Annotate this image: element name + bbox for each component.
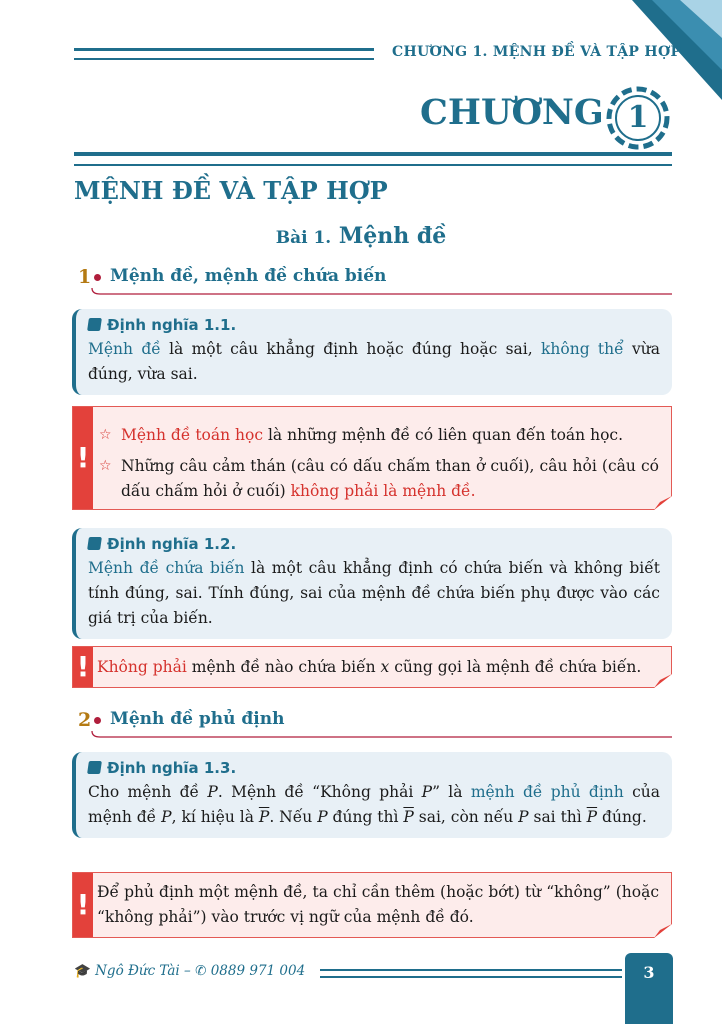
- note-item: [99, 454, 659, 504]
- definition-heading-text: Định nghĩa 1.1.: [107, 316, 237, 334]
- text: . Nếu: [269, 808, 318, 826]
- section-bullet: [94, 717, 101, 724]
- text: Cho mệnh đề: [88, 783, 208, 801]
- text: vừa đúng, vừa sai.: [88, 340, 660, 383]
- text: , kí hiệu là: [171, 808, 259, 826]
- text: Những câu cảm thán (câu có dấu chấm than ở cuối), câu hỏi (câu có dấu chấm hỏi ở cuối): [121, 457, 659, 500]
- chapter-word: CHƯƠNG: [420, 92, 604, 133]
- note-text: Để phủ định một mệnh đề, ta chỉ cần thêm (hoặc bớt) từ “không” (hoặc “không phải”) vào trước vị ngữ của mệnh đề đó.: [97, 883, 659, 926]
- header-rule: [74, 48, 374, 60]
- text: ” là: [432, 783, 471, 801]
- section-bullet: [94, 274, 101, 281]
- math-negation: $\overline{P}$: [586, 808, 598, 826]
- section-label: Mệnh đề phủ định: [110, 709, 285, 729]
- exclamation-icon: !: [76, 440, 90, 474]
- term: không thể: [541, 340, 624, 358]
- note-text: [99, 407, 671, 504]
- chapter-rule: [74, 152, 672, 166]
- page-number: 3: [643, 963, 655, 982]
- term: Mệnh đề: [88, 340, 161, 358]
- definition-box-3: [72, 752, 672, 838]
- page-fold-icon: [654, 674, 672, 688]
- text: cũng gọi là mệnh đề chứa biến.: [389, 658, 642, 676]
- footer-rule: [320, 969, 622, 978]
- author-name: Ngô Đức Tài: [95, 963, 180, 979]
- book-icon: [87, 537, 102, 550]
- exclamation-icon: !: [76, 887, 90, 921]
- phone-icon: ✆: [195, 963, 207, 979]
- text: là một câu khẳng định hoặc đúng hoặc sai,: [160, 340, 541, 358]
- note-box-1: [72, 406, 672, 510]
- note-box-3: [72, 872, 672, 938]
- chapter-number: 1: [627, 100, 649, 135]
- term: không phải là mệnh đề.: [290, 482, 476, 500]
- star-icon: ☆: [99, 427, 112, 443]
- star-icon: ☆: [99, 458, 112, 474]
- math-variable: P: [421, 783, 433, 801]
- section-heading-2: [78, 709, 672, 735]
- definition-heading: [88, 759, 660, 777]
- definition-heading: [88, 316, 660, 334]
- definition-heading-text: Định nghĩa 1.3.: [107, 759, 237, 777]
- section-heading-1: [78, 266, 672, 292]
- text: đúng thì: [327, 808, 404, 826]
- term: mệnh đề phủ định: [470, 783, 624, 801]
- definition-box-2: [72, 528, 672, 639]
- definition-heading: [88, 535, 660, 553]
- note-box-2: [72, 646, 672, 688]
- definition-heading-text: Định nghĩa 1.2.: [107, 535, 237, 553]
- text: là những mệnh đề có liên quan đến toán học.: [263, 426, 624, 444]
- text: sai, còn nếu: [413, 808, 519, 826]
- page-fold-icon: [654, 924, 672, 938]
- note-text: [97, 647, 671, 680]
- definition-text: [88, 780, 660, 830]
- math-variable: P: [207, 783, 218, 801]
- separator: –: [179, 963, 196, 979]
- running-title: CHƯƠNG 1. MỆNH ĐỀ VÀ TẬP HỢP: [392, 44, 682, 60]
- definition-text: [88, 337, 660, 387]
- lesson-name: Mệnh đề: [338, 223, 447, 249]
- book-icon: [87, 761, 102, 774]
- lesson-prefix: Bài 1.: [275, 228, 332, 248]
- section-underline: [90, 288, 672, 298]
- term: Mệnh đề chứa biến: [88, 559, 245, 577]
- math-variable: x: [380, 658, 390, 676]
- book-icon: [87, 318, 102, 331]
- section-label: Mệnh đề, mệnh đề chứa biến: [110, 266, 387, 286]
- definition-text: [88, 556, 660, 631]
- text: là một câu khẳng định có chứa biến và không biết tính đúng, sai. Tính đúng, sai của mệnh đề chứa biến phụ được vào các giá trị của biến.: [88, 559, 660, 627]
- note-item: [99, 423, 659, 448]
- exclamation-icon: !: [76, 649, 90, 683]
- section-number: 1: [78, 266, 92, 288]
- phone-number: 0889 971 004: [210, 963, 306, 979]
- text: . Mệnh đề “Không phải: [217, 783, 422, 801]
- math-variable: P: [161, 808, 172, 826]
- chapter-title: MỆNH ĐỀ VÀ TẬP HỢP: [74, 176, 388, 205]
- math-negation: $\overline{P}$: [403, 808, 414, 826]
- text: sai thì: [528, 808, 587, 826]
- page-fold-icon: [654, 496, 672, 510]
- lesson-title: [0, 223, 722, 249]
- math-variable: P: [518, 808, 529, 826]
- definition-box-1: [72, 309, 672, 395]
- section-number: 2: [78, 709, 92, 731]
- math-negation: $\overline{P}$: [258, 808, 270, 826]
- text: của mệnh đề: [88, 783, 660, 826]
- section-underline: [90, 731, 672, 741]
- footer-author: [74, 963, 305, 979]
- text: đúng.: [597, 808, 647, 826]
- graduation-cap-icon: 🎓: [74, 963, 91, 979]
- text: mệnh đề nào chứa biến: [186, 658, 381, 676]
- term: Không phải: [97, 658, 187, 676]
- term: Mệnh đề toán học: [121, 426, 264, 444]
- math-variable: P: [317, 808, 328, 826]
